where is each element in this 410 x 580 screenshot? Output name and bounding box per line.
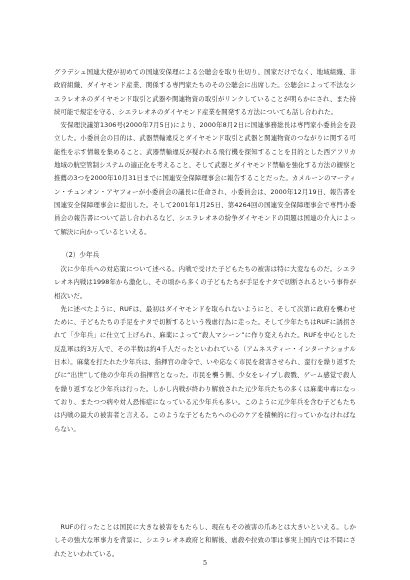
page-number: 5 bbox=[202, 559, 208, 567]
closing-text-block bbox=[54, 521, 356, 561]
intro-text-block bbox=[54, 66, 356, 239]
child-soldiers-paragraph-1: 次に少年兵への対応策について述べる。内戦で受けた子どもたちの被害は特に大変なものだ。シエラレオネ内戦は1998年から激化し、その頃から多くの子どもたちが手足をナタで切断されるという事件が相次いだ。 bbox=[54, 265, 356, 300]
intro-paragraph-2: 安保理決議第1306号(2000年7月5日)により、2000年8月2日に国連事務総長は専門家小委員会を設立した。小委員会の目的は、武器禁輸違反とダイヤモンド取引と武器と関連物資のつながりに関する可能性を示す情報を集めること、武器禁輸違反が疑われる飛行機を探知することを目的とした西アフリカ地域の航空管制システムの適正化を考えること、そして武器とダイヤモンド禁輸を強化する方法の観察と推薦の3つを2000年10月31日までに国連安全保障理事会に報告することだった。カメルーンのマーティン・チュンオン・アヤフォーが小委員会の議長に任命され、小委員会は、2000年12月19日、報告書を国連安全保障理事会に提出した。そして2001年1月25日、第4264回の国連安全保障理事会で専門小委員会の報告書について話し合われるなど、シエラレオネの紛争ダイヤモンドの問題は国連の介入によって解決に向かっているといえる。 bbox=[54, 121, 356, 236]
section-heading-child-soldiers: （2）少年兵 bbox=[62, 251, 100, 259]
child-soldiers-text-block bbox=[54, 263, 356, 436]
child-soldiers-paragraph-2: 先に述べたように、RUFは、最初はダイヤモンドを取られないようにと、そして次第に政府を襲わせために、子どもたちの手足をナタで切断するという残虐行為に走った。そして少年たちはRUFに誘拐されて「少年兵」に仕立て上げられ、麻薬によって“殺人マシーン”に作り変えられた。RUFを中心とした反乱軍は約3万人で、その半数は約4千人だったといわれている（アムネスティー・インターナショナル日本）。麻薬を打たれた少年兵は、指揮官の命令で、いや応なく市民を殺害させられ、蛮行を繰り返すたびに“出世”して他の少年兵の指揮官となった。市民を襲う側、少女をレイプし殺戮、ゲーム感覚で殺人を繰り返すなど少年兵は行った。しかし内戦が終わり解放された元少年兵たちの多くは麻薬中毒になっており、またつつ病や対人恐怖症になっている元少年兵も多い。このように元少年兵を含む子どもたちは内戦の最大の被害者と言える。このような子どもたちへの心のケアを積極的に行っていかなければならない。 bbox=[54, 304, 356, 433]
closing-paragraph: RUFの行ったことは国民に大きな被害をもたらし、現在もその被害の爪あとは大きいといえる。しかしその強大な軍事力を背景に、シエラレオネ政府と和解後、虐殺や拉致の罪は事実上国内では不問にされたといわれている。 bbox=[54, 523, 356, 558]
intro-paragraph-1: グラデシュ国連大使が初めての国連安保理による公聴会を取り仕切り、国家だけでなく、地域組織、非政府組織、ダイヤモンド産業、関係する専門家たちのその公聴会に出席した。公聴会によって不法なシエラレオネのダイヤモンド取引と武器や関連物資の取引がリンクしていることが明らかにされ、また持続可能で規定を守る、シエラレオネのダイヤモンド産業を開発する方法についても話し合われた。 bbox=[54, 68, 356, 116]
